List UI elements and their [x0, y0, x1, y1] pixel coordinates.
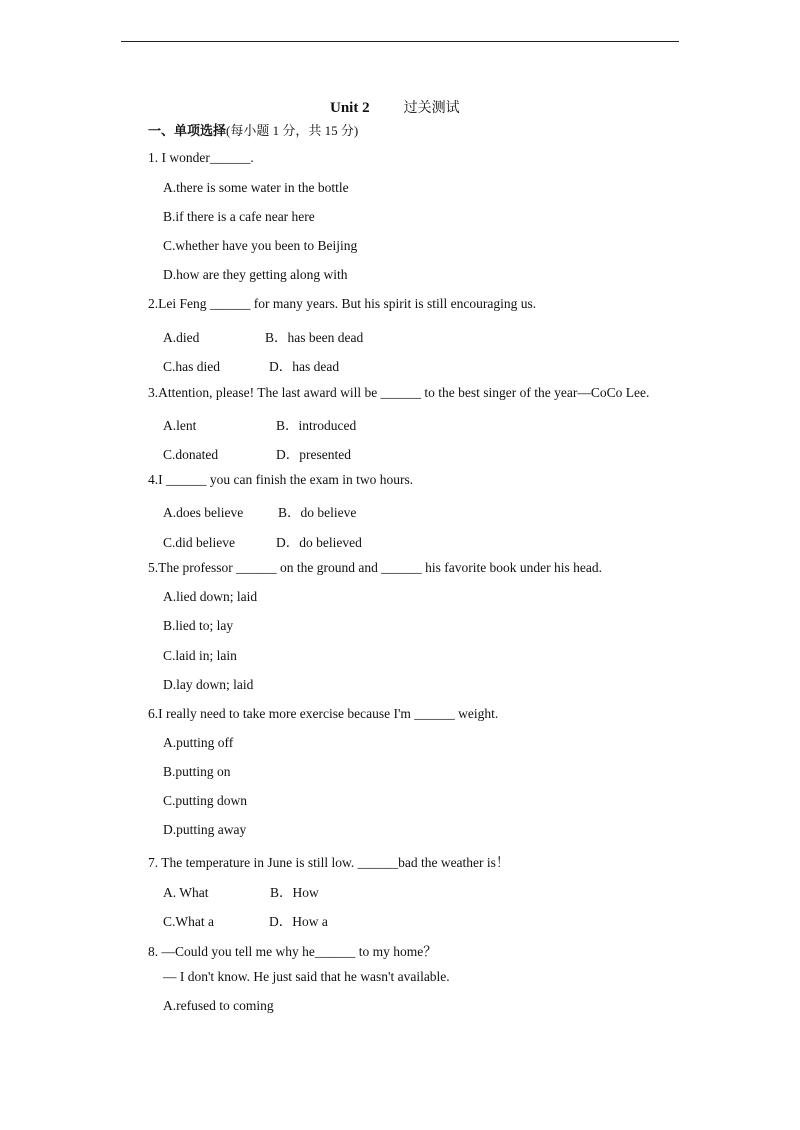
question-1-option-c: C.whether have you been to Beijing	[163, 238, 358, 253]
question-3-option-b: B．introduced	[276, 418, 357, 433]
question-5-option-b: B.lied to; lay	[163, 618, 234, 633]
question-2-option-a: A.died	[163, 330, 200, 345]
title-unit: Unit 2	[330, 100, 370, 116]
question-5-stem: 5.The professor ______ on the ground and ______ his favorite book under his head.	[148, 560, 603, 575]
section-heading-label: 一、单项选择	[148, 124, 227, 139]
question-5-option-a: A.lied down; laid	[163, 589, 258, 604]
question-6-stem: 6.I really need to take more exercise because I'm ______ weight.	[148, 706, 499, 721]
section-note: (每小题 1 分，共 15 分)	[226, 123, 359, 138]
question-7-options-cd	[163, 910, 328, 930]
question-2-option-b: B．has been dead	[265, 330, 364, 345]
question-3-options-cd	[163, 443, 351, 463]
question-3-options-ab	[163, 414, 356, 434]
question-2-options-ab	[163, 326, 363, 346]
question-3-option-a: A.lent	[163, 418, 197, 433]
question-8-stem: 8. —Could you tell me why he______ to my home？	[148, 944, 437, 959]
question-7-stem: 7. The temperature in June is still low. ______bad the weather is！	[148, 855, 510, 870]
question-1-option-d: D.how are they getting along with	[163, 267, 348, 282]
question-7-option-c: C.What a	[163, 914, 214, 929]
question-8-option-a: A.refused to coming	[163, 998, 274, 1013]
question-2-option-c: C.has died	[163, 359, 220, 374]
question-4-options-ab	[163, 501, 356, 521]
page-title	[330, 97, 460, 117]
question-2-options-cd	[163, 355, 339, 375]
header-rule	[121, 41, 679, 42]
question-7-option-d: D．How a	[269, 914, 328, 929]
question-3-stem: 3.Attention, please! The last award will be ______ to the best singer of the year—CoCo Lee.	[148, 385, 650, 400]
question-5-option-c: C.laid in; lain	[163, 648, 237, 663]
question-5-option-d: D.lay down; laid	[163, 677, 254, 692]
question-6-option-b: B.putting on	[163, 764, 231, 779]
question-4-option-c: C.did believe	[163, 535, 235, 550]
question-6-option-c: C.putting down	[163, 793, 248, 808]
question-4-option-d: D．do believed	[276, 535, 362, 550]
question-7-option-a: A. What	[163, 885, 209, 900]
question-4-option-b: B．do believe	[278, 505, 357, 520]
question-6-option-d: D.putting away	[163, 822, 247, 837]
question-2-stem: 2.Lei Feng ______ for many years. But his spirit is still encouraging us.	[148, 296, 537, 311]
question-4-stem: 4.I ______ you can finish the exam in two hours.	[148, 472, 414, 487]
section-heading	[148, 120, 358, 139]
question-8-dialogue-reply: — I don't know. He just said that he wasn't available.	[163, 969, 450, 984]
question-4-option-a: A.does believe	[163, 505, 244, 520]
question-2-option-d: D．has dead	[269, 359, 340, 374]
title-cn: 过关测试	[403, 100, 460, 116]
question-1-option-b: B.if there is a cafe near here	[163, 209, 315, 224]
question-4-options-cd	[163, 531, 362, 551]
question-3-option-d: D．presented	[276, 447, 351, 462]
question-3-option-c: C.donated	[163, 447, 219, 462]
question-6-option-a: A.putting off	[163, 735, 234, 750]
question-1-stem: 1. I wonder______.	[148, 150, 254, 165]
question-7-options-ab	[163, 881, 319, 901]
question-7-option-b: B．How	[270, 885, 319, 900]
question-1-option-a: A.there is some water in the bottle	[163, 180, 349, 195]
